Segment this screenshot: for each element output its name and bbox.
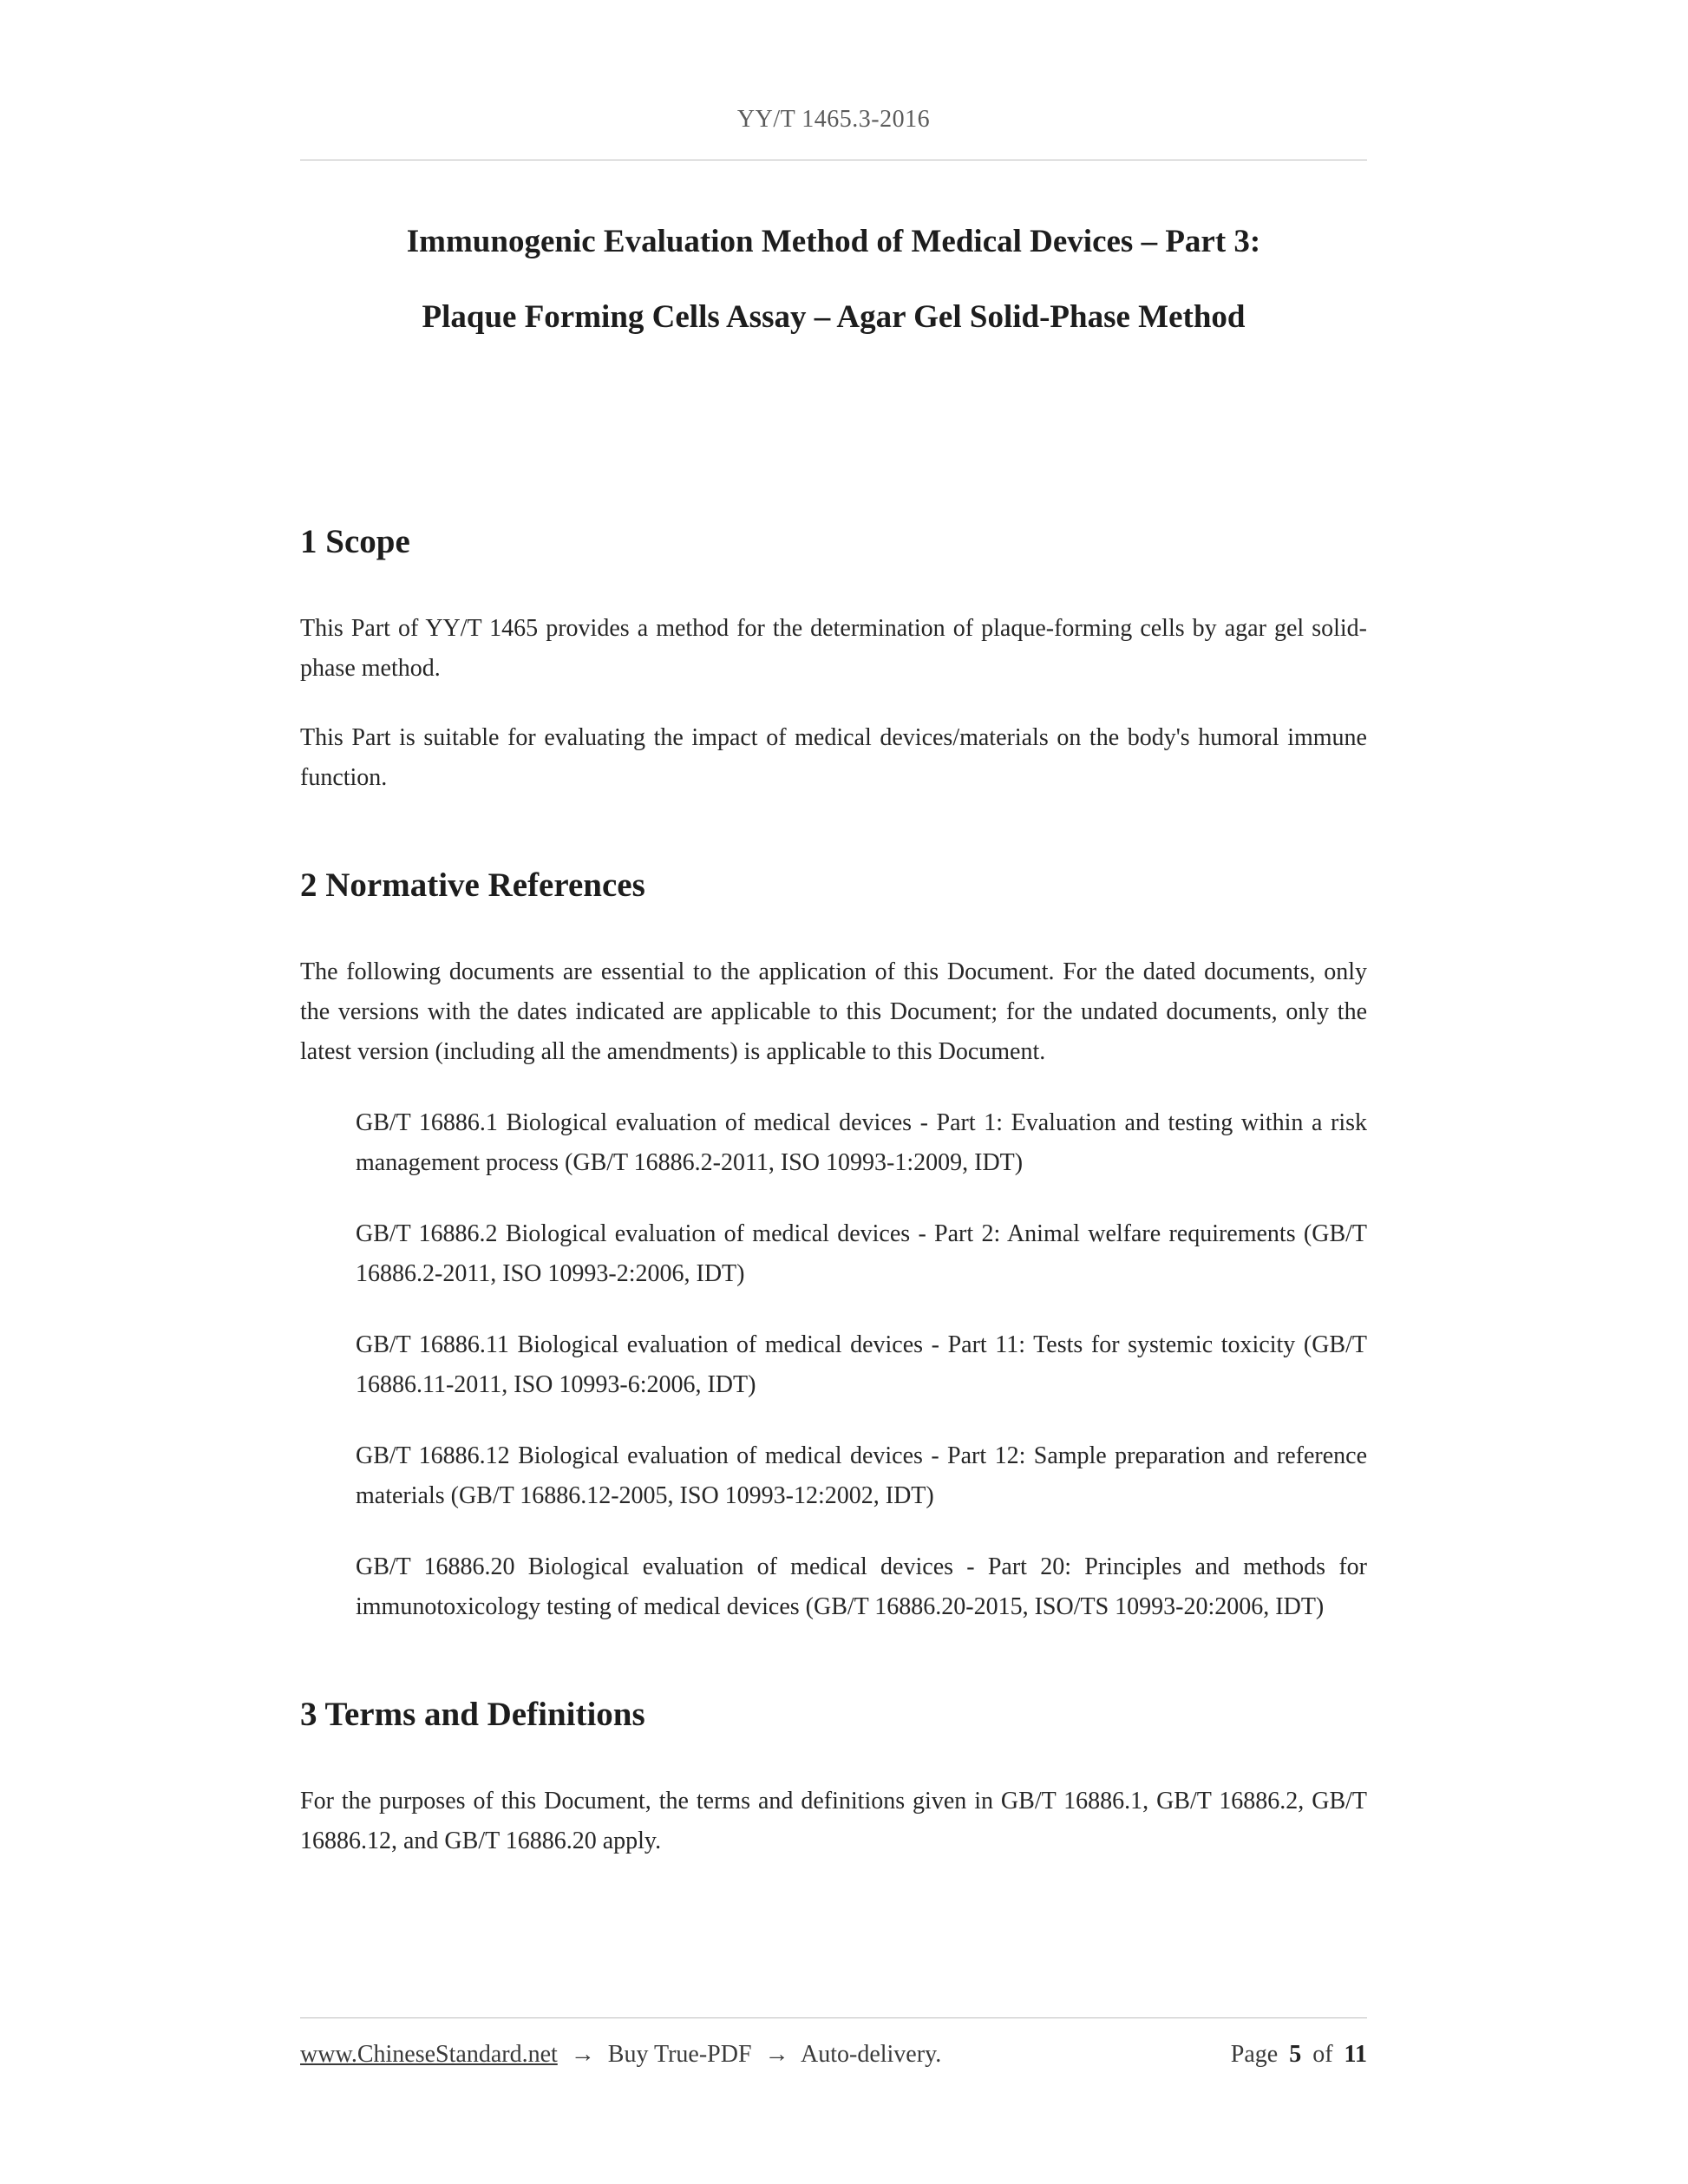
- document-title-line2: Plaque Forming Cells Assay – Agar Gel Solid-Phase Method: [422, 299, 1246, 335]
- page-label: Page: [1230, 2041, 1279, 2068]
- page-of-label: of: [1312, 2041, 1333, 2068]
- reference-item: GB/T 16886.12 Biological evaluation of medical devices - Part 12: Sample preparation and reference materials (GB/T 16886.12-2005, ISO 10993-12:2002, IDT): [356, 1442, 1367, 1509]
- page-footer: [300, 2017, 1367, 2069]
- standard-code: YY/T 1465.3-2016: [736, 106, 931, 133]
- reference-item: GB/T 16886.11 Biological evaluation of medical devices - Part 11: Tests for systemic toxicity (GB/T 16886.11-2011, ISO 10993-6:2006, IDT): [356, 1331, 1367, 1398]
- paragraph: For the purposes of this Document, the terms and definitions given in GB/T 16886.1, GB/T 16886.2, GB/T 16886.12, and GB/T 16886.20 apply.: [300, 1788, 1367, 1854]
- reference-item: GB/T 16886.2 Biological evaluation of medical devices - Part 2: Animal welfare requirements (GB/T 16886.2-2011, ISO 10993-2:2006, IDT): [356, 1220, 1367, 1287]
- footer-divider: [300, 2017, 1367, 2018]
- arrow-right-icon: →: [764, 2041, 789, 2068]
- paragraph: This Part is suitable for evaluating the impact of medical devices/materials on the body's humoral immune function.: [300, 724, 1367, 791]
- footer-buy-text: Buy True-PDF: [607, 2041, 752, 2068]
- page-number-indicator: [1226, 2041, 1367, 2069]
- section-heading-scope: 1 Scope: [300, 523, 410, 560]
- document-title: [300, 223, 1367, 336]
- document-title-line1: Immunogenic Evaluation Method of Medical Devices – Part 3:: [406, 224, 1261, 259]
- page-total: 11: [1344, 2041, 1367, 2068]
- arrow-right-icon: →: [570, 2041, 595, 2068]
- footer-left: [300, 2041, 941, 2069]
- page-current: 5: [1289, 2041, 1302, 2068]
- section-heading-normative-references: 2 Normative References: [300, 866, 645, 904]
- footer-website-link[interactable]: www.ChineseStandard.net: [300, 2041, 558, 2068]
- reference-item: GB/T 16886.1 Biological evaluation of medical devices - Part 1: Evaluation and testing within a risk management process (GB/T 16886.2-2011, ISO 10993-1:2009, IDT): [356, 1109, 1367, 1176]
- paragraph: This Part of YY/T 1465 provides a method for the determination of plaque-forming cells by agar gel solid-phase method.: [300, 615, 1367, 682]
- reference-item: GB/T 16886.20 Biological evaluation of medical devices - Part 20: Principles and methods for immunotoxicology testing of medical devices (GB/T 16886.20-2015, ISO/TS 10993-20:2006, IDT): [356, 1553, 1367, 1620]
- page-header: [300, 0, 1367, 160]
- paragraph: The following documents are essential to the application of this Document. For the dated documents, only the versions with the dates indicated are applicable to this Document; for the undated documents, only the latest version (including all the amendments) is applicable to this Document.: [300, 958, 1367, 1065]
- footer-delivery-text: Auto-delivery.: [801, 2041, 942, 2068]
- section-heading-terms-definitions: 3 Terms and Definitions: [300, 1696, 645, 1733]
- page-content: [300, 0, 1367, 1861]
